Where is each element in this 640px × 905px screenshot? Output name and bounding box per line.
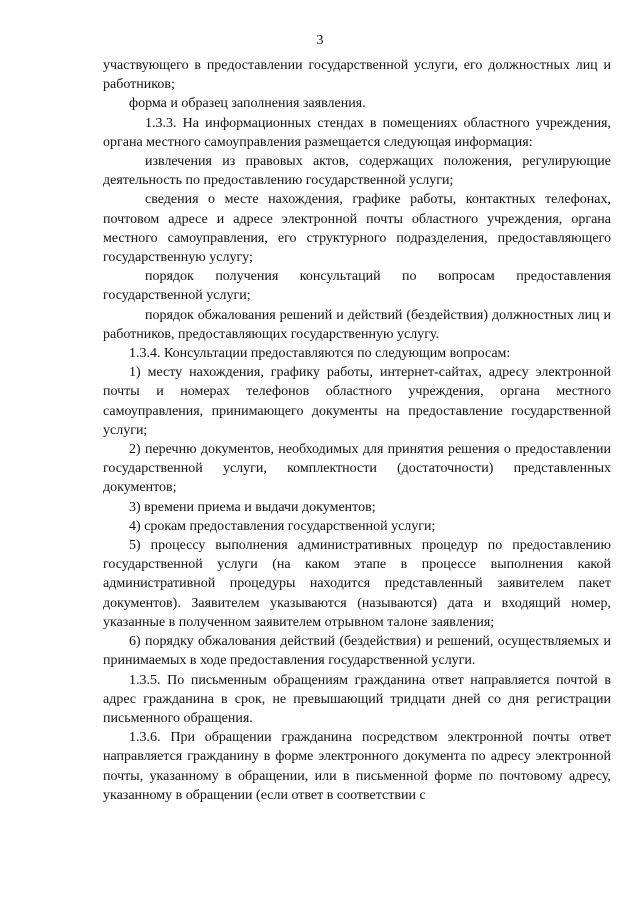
page-number: 3 bbox=[316, 33, 324, 48]
list-item-5: 5) процессу выполнения административных процедур по предоставлению государственной услуги (на каком этапе в процессе выполнения какой административной процедуры находится представленный заявителем пакет документов). Заявителем указываются (называются) дата и входящий номер, указанные в полученном заявителем отрывном талоне заявления; bbox=[103, 538, 611, 630]
list-item-3: 3) времени приема и выдачи документов; bbox=[129, 499, 376, 515]
list-item-1: 1) месту нахождения, графику работы, интернет-сайтах, адресу электронной почты и номерах телефонов областного учреждения, органа местного самоуправления, принимающего документы на предоставление государственной услуги; bbox=[103, 365, 611, 438]
paragraph-location-info: сведения о месте нахождения, графике работы, контактных телефонах, почтовом адресе и адресе электронной почты областного учреждения, органа местного самоуправления, его структурного подразделения, предоставляющего государственную услугу; bbox=[103, 192, 611, 266]
paragraph-continuation: участвующего в предоставлении государственной услуги, его должностных лиц и работников; bbox=[103, 58, 611, 93]
document-body bbox=[103, 56, 611, 805]
list-item-4: 4) срокам предоставления государственной услуги; bbox=[129, 518, 436, 534]
paragraph-1-3-4: 1.3.4. Консультации предоставляются по следующим вопросам: bbox=[129, 346, 511, 362]
list-item-2: 2) перечню документов, необходимых для принятия решения о предоставлении государственной услуги, комплектности (достаточности) представленных документов; bbox=[103, 442, 611, 496]
paragraph-1-3-5: 1.3.5. По письменным обращениям гражданина ответ направляется почтой в адрес гражданина в срок, не превышающий тридцати дней со дня регистрации письменного обращения. bbox=[103, 672, 611, 726]
paragraph-1-3-3: 1.3.3. На информационных стендах в помещениях областного учреждения, органа местного самоуправления размещается следующая информация: bbox=[103, 115, 611, 150]
paragraph-form-sample: форма и образец заполнения заявления. bbox=[129, 96, 366, 112]
paragraph-legal-extracts: извлечения из правовых актов, содержащих положения, регулирующие деятельность по предоставлению государственной услуги; bbox=[103, 154, 611, 189]
paragraph-consultation-order: порядок получения консультаций по вопросам предоставления государственной услуги; bbox=[103, 269, 611, 304]
paragraph-1-3-6: 1.3.6. При обращении гражданина посредством электронной почты ответ направляется гражданину в форме электронного документа по адресу электронной почты, указанному в обращении, или в письменной форме по почтовому адресу, указанному в обращении (если ответ в соответствии с bbox=[103, 730, 611, 803]
paragraph-appeal-order: порядок обжалования решений и действий (бездействия) должностных лиц и работников, предоставляющих государственную услугу. bbox=[103, 307, 611, 342]
list-item-6: 6) порядку обжалования действий (бездействия) и решений, осуществляемых и принимаемых в ходе предоставления государственной услуги. bbox=[103, 634, 611, 669]
